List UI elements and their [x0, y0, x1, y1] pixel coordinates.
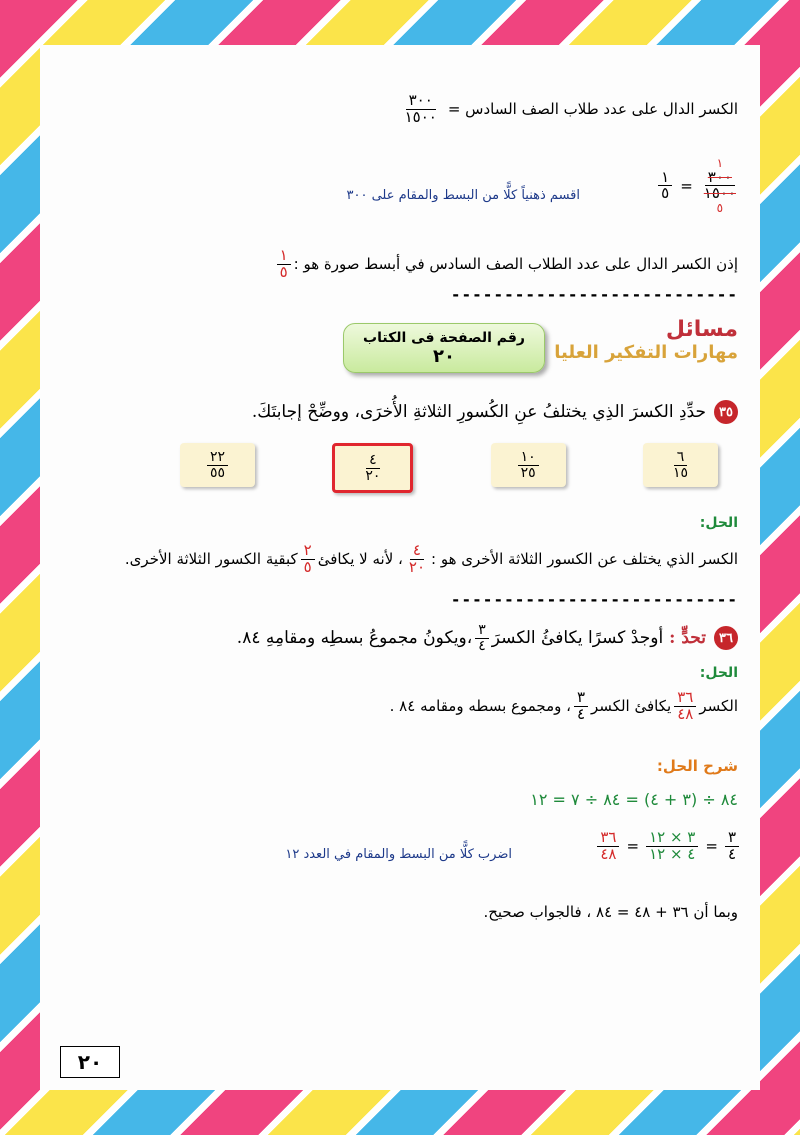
simplified-fraction: $\frac{١}{٥}$	[658, 170, 672, 203]
question-36-label: تحدٍّ :	[669, 628, 706, 649]
line1-text: الكسر الدال على عدد طلاب الصف السادس =	[447, 100, 738, 119]
book-page-label: رقم الصفحة فى الكتاب	[363, 329, 525, 346]
question-36: ٣٦ تحدٍّ : أوجدْ كسرًا يكافئُ الكسرَ $\frac{٣}{٤}$ ،ويكونُ مجموعُ بسطِه ومقامِهِ ٨٤.	[237, 623, 738, 653]
line2-hint: اقسم ذهنياً كلًّا من البسط والمقام على ٣٠٠	[346, 188, 580, 203]
calc-line-2: $\frac{٣}{٤}$ = $\frac{٣ \times ١٢}{٤ \times ١٢}$ = $\frac{٣٦}{٤٨}$	[594, 830, 742, 863]
crossed-fraction: ١ ٣٠٠ ١٥٠٠ ٥	[703, 156, 736, 216]
line3-fraction: $\frac{١}{٥}$	[277, 248, 291, 281]
page-number-box	[60, 1046, 120, 1078]
question-35-badge: ٣٥	[714, 400, 738, 424]
option-2[interactable]: $\frac{١٠}{٢٥}$	[491, 443, 566, 487]
verify-line: وبما أن ٣٦ + ٤٨ = ٨٤ ، فالجواب صحيح.	[483, 903, 738, 921]
q35-options	[160, 443, 738, 497]
line1-fraction: $\frac{٣٠٠}{١٥٠٠}$	[404, 91, 437, 126]
solution-label-36: الحل:	[699, 665, 738, 681]
line2-math: $\frac{١}{٥}$ = ١ ٣٠٠ ١٥٠٠ ٥	[655, 157, 742, 215]
explain-label: شرح الحل:	[656, 757, 738, 775]
question-36-badge: ٣٦	[714, 626, 738, 650]
page	[40, 45, 760, 1090]
option-4[interactable]: $\frac{٢٢}{٥٥}$	[180, 443, 255, 487]
solution-36: الكسر $\frac{٣٦}{٤٨}$ يكافئ الكسر $\frac{٣}{٤}$ ، ومجموع بسطه ومقامه ٨٤ .	[389, 688, 738, 723]
page-number: ٢٠	[77, 1050, 103, 1074]
line1	[399, 93, 738, 126]
calc-line-1: ٨٤ ÷ (٣ + ٤) = ٨٤ ÷ ٧ = ١٢	[530, 790, 738, 809]
book-page-badge	[343, 323, 545, 373]
section-subtitle: مهارات التفكير العليا	[554, 342, 738, 363]
question-35	[252, 400, 738, 424]
option-3-selected[interactable]: $\frac{٤}{٢٠}$	[332, 443, 413, 493]
divider-1: ---------------------------	[450, 285, 738, 304]
divider-2: ---------------------------	[450, 590, 738, 609]
option-1[interactable]: $\frac{٦}{١٥}$	[643, 443, 718, 487]
line3: إذن الكسر الدال على عدد الطلاب الصف السادس في أبسط صورة هو : $\frac{١}{٥}$	[274, 248, 738, 281]
solution-35: الكسر الذي يختلف عن الكسور الثلاثة الأخرى هو : $\frac{٤}{٢٠}$ ، لأنه لا يكافئ $\frac{٢}{٥}$ كبقية الكسور الثلاثة الأخرى.	[124, 541, 738, 576]
section-heading	[554, 317, 738, 363]
solution-label-35: الحل:	[699, 515, 738, 531]
section-title: مسائل	[665, 317, 738, 342]
book-page-number: ٢٠	[433, 345, 455, 367]
question-35-text: حدِّدِ الكسرَ الذِي يختلفُ عنِ الكُسورِ الثلاثةِ الأُخرَى، ووضِّحْ إجابتَكَ.	[251, 402, 706, 422]
calc-hint: اضرب كلًّا من البسط والمقام في العدد ١٢	[285, 847, 512, 862]
